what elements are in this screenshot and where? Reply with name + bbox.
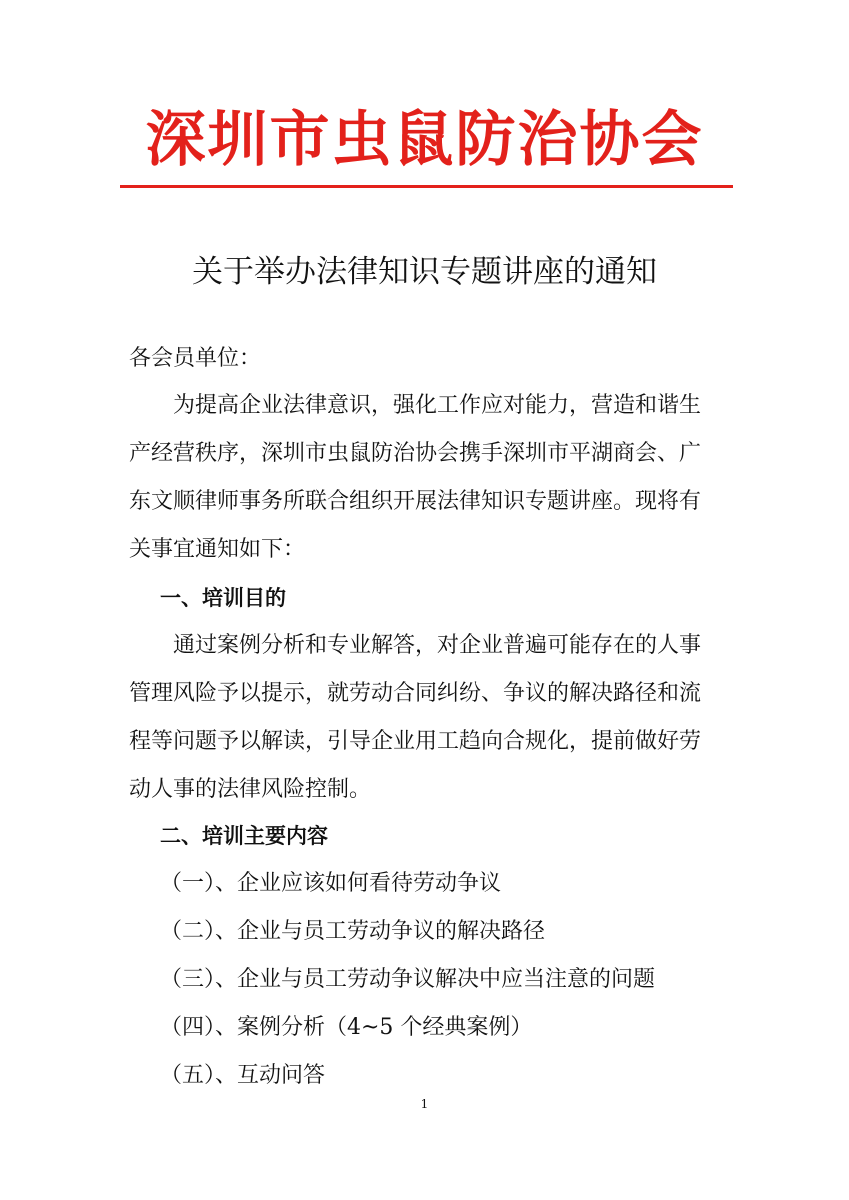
purpose-line: 管理风险予以提示，就劳动合同纠纷、争议的解决路径和流 bbox=[129, 681, 702, 706]
purpose-line: 通过案例分析和专业解答，对企业普遍可能存在的人事 bbox=[173, 633, 702, 658]
content-list-item: （四）、案例分析（4~5 个经典案例） bbox=[160, 1015, 533, 1040]
purpose-line: 程等问题予以解读，引导企业用工趋向合规化，提前做好劳 bbox=[129, 729, 702, 754]
intro-line: 为提高企业法律意识，强化工作应对能力，营造和谐生 bbox=[173, 393, 702, 418]
salutation: 各会员单位： bbox=[129, 346, 262, 371]
content-list-item: （一）、企业应该如何看待劳动争议 bbox=[160, 871, 502, 896]
section-heading-content: 二、培训主要内容 bbox=[160, 824, 328, 848]
purpose-line: 动人事的法律风险控制。 bbox=[129, 777, 372, 802]
page-number: 1 bbox=[420, 1097, 429, 1111]
notice-title: 关于举办法律知识专题讲座的通知 bbox=[192, 254, 657, 290]
section-heading-purpose: 一、培训目的 bbox=[160, 586, 286, 610]
intro-line: 关事宜通知如下： bbox=[129, 537, 306, 562]
intro-line: 东文顺律师事务所联合组织开展法律知识专题讲座。现将有 bbox=[129, 489, 702, 514]
content-list-item: （二）、企业与员工劳动争议的解决路径 bbox=[160, 919, 546, 944]
letterhead-rule bbox=[120, 185, 733, 188]
intro-line: 产经营秩序，深圳市虫鼠防治协会携手深圳市平湖商会、广 bbox=[129, 441, 702, 466]
content-list-item: （五）、互动问答 bbox=[160, 1063, 326, 1088]
org-letterhead: 深圳市虫鼠防治协会 bbox=[145, 105, 704, 175]
content-list-item: （三）、企业与员工劳动争议解决中应当注意的问题 bbox=[160, 967, 656, 992]
